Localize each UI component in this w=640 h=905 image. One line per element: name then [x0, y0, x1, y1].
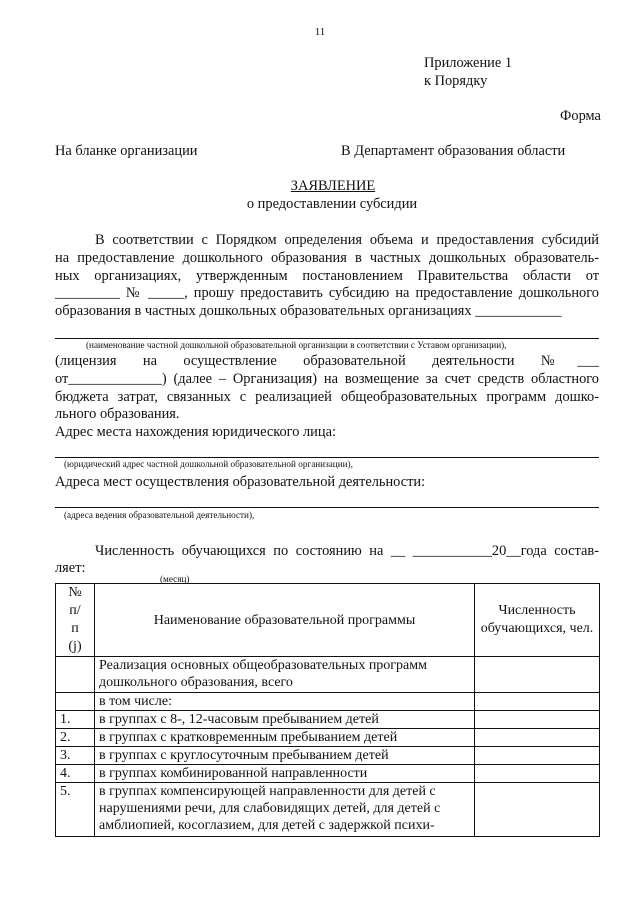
row-value[interactable]	[475, 765, 600, 783]
row-name: Реализация основных общеобразовательных программ дошкольного образования, всего	[95, 657, 475, 693]
document-subtitle: о предоставлении субсидии	[246, 196, 418, 212]
row-value[interactable]	[475, 747, 600, 765]
license-line-1: (лицензия на осуществление образовательной деятельности №___	[55, 353, 599, 369]
document-title: ЗАЯВЛЕНИЕ	[290, 178, 376, 194]
row-value[interactable]	[475, 783, 600, 837]
activity-address-label: Адреса мест осуществления образовательной деятельности:	[55, 474, 426, 490]
row-name: в группах компенсирующей направленности для детей с нарушениями речи, для слабовидящих детей, для детей с амблиопией, косоглазием, для детей с задержкой психи-	[95, 783, 475, 837]
license-line-2: от_____________) (далее – Организация) на возмещение за счет средств областного	[55, 371, 599, 387]
table-row	[56, 765, 600, 783]
legal-address-label: Адрес места нахождения юридического лица:	[55, 424, 336, 440]
count-line-2: ляет:	[55, 560, 86, 576]
body-line-2: на предоставление дошкольного образования в частных дошкольных образователь-	[55, 250, 599, 266]
license-line-3: бюджета затрат, связанных с реализацией общеобразовательных программ дошко-	[55, 389, 599, 405]
row-name: в группах комбинированной направленности	[95, 765, 475, 783]
appendix-line-2: к Порядку	[424, 73, 488, 89]
org-name-line	[55, 338, 599, 339]
caption-org-name: (наименование частной дошкольной образовательной организации в соответствии с Уставом организации),	[86, 340, 507, 350]
row-value[interactable]	[475, 729, 600, 747]
count-line-1: Численность обучающихся по состоянию на __ ___________20__года состав-	[95, 543, 599, 559]
license-line-4: льного образования.	[55, 406, 180, 422]
table-row	[56, 711, 600, 729]
activity-address-line	[55, 507, 599, 508]
table-row	[56, 747, 600, 765]
body-line-4: _________ № _____, прошу предоставить субсидию на предоставление дошкольного	[55, 285, 599, 301]
row-name: в том числе:	[95, 693, 475, 711]
row-name: в группах с кратковременным пребыванием детей	[95, 729, 475, 747]
page-number: 11	[314, 26, 326, 38]
caption-activity-address: (адреса ведения образовательной деятельности),	[64, 510, 255, 520]
row-num: 2.	[56, 729, 95, 747]
row-name: в группах с круглосуточным пребыванием детей	[95, 747, 475, 765]
row-num	[56, 693, 95, 711]
form-label: Форма	[560, 108, 601, 124]
header-name: Наименование образовательной программы	[95, 584, 475, 657]
appendix-line-1: Приложение 1	[424, 55, 513, 71]
row-num: 5.	[56, 783, 95, 837]
row-value[interactable]	[475, 693, 600, 711]
table-header-row	[56, 584, 600, 657]
row-value[interactable]	[475, 711, 600, 729]
caption-month: (месяц)	[160, 574, 190, 584]
header-count: Численность обучающихся, чел.	[475, 584, 600, 657]
body-line-3: ных организациях, утвержденным постановлением Правительства области от	[55, 268, 599, 284]
row-value[interactable]	[475, 657, 600, 693]
body-line-1: В соответствии с Порядком определения объема и предоставления субсидий	[95, 232, 599, 248]
row-num: 3.	[56, 747, 95, 765]
row-num: 1.	[56, 711, 95, 729]
caption-legal-address: (юридический адрес частной дошкольной образовательной организации),	[64, 459, 353, 469]
table-row	[56, 693, 600, 711]
students-table	[55, 583, 600, 837]
row-name: в группах с 8-, 12-часовым пребыванием детей	[95, 711, 475, 729]
header-num: № п/п (j)	[56, 584, 95, 657]
body-line-5: образования в частных дошкольных образовательных организациях ____________	[55, 303, 562, 319]
table-row	[56, 729, 600, 747]
row-num: 4.	[56, 765, 95, 783]
legal-address-line	[55, 457, 599, 458]
table-row	[56, 783, 600, 837]
addressee: В Департамент образования области	[341, 143, 566, 159]
letterhead-note: На бланке организации	[55, 143, 198, 159]
table-row	[56, 657, 600, 693]
row-num	[56, 657, 95, 693]
